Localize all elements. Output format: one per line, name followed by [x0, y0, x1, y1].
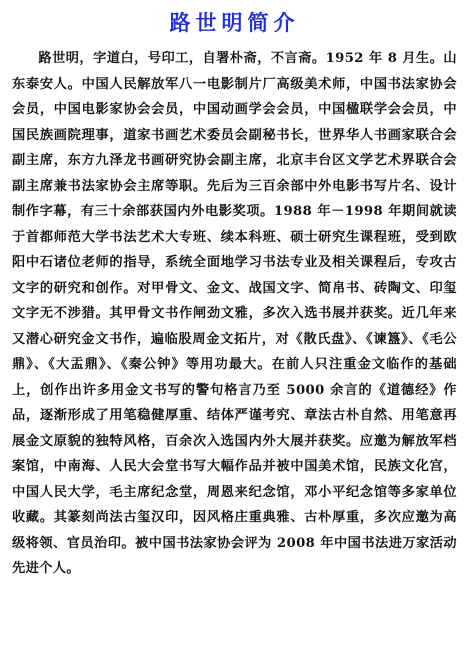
page-title: 路世明简介 [169, 10, 300, 35]
biography-paragraph: 路世明，字道白，号印工，自署朴斋，不言斋。1952 年 8 月生。山东泰安人。中国人民解放军八一电影制片厂高级美术师，中国书法家协会会员，中国电影家协会会员，中国动画学会会员，中国楹联学会会员，中国民族画院理事，道家书画艺术委员会副秘书长，世界华人书画家联合会副主席，东方九泽龙书画研究协会副主席，北京丰台区文学艺术界联合会副主席兼书法家协会主席等职。先后为三百余部中外电影书写片名、设计制作字幕，有三十余部获国内外电影奖项。1988 年－1998 年期间就读于首都师范大学书法艺术大专班、续本科班、硕士研究生课程班，受到欧阳中石诸位老师的指导，系统全面地学习书法专业及相关课程后，专攻古文字的研究和创作。对甲骨文、金文、战国文字、简帛书、砖陶文、印玺文字无不涉猎。其甲骨文书作闸劲文雅，多次入选书展并获奖。近几年来又潜心研究金文书作，遍临股周金文拓片，对《散氏盘》、《谏簋》、《毛公鼎》、《大盂鼎》、《秦公钟》等用功最大。在前人只注重金文临作的基础上，创作出许多用金文书写的警句格言乃至 5000 余言的《道德经》作品，逐渐形成了用笔稳健厚重、结体严谨考究、章法古朴自然、用笔意再展金文原貌的独特风格，百余次入选国内外大展并获奖。应邀为解放军档案馆，中南海、人民大会堂书写大幅作品并被中国美术馆，民族文化宫，中国人民大学，毛主席纪念堂，周恩来纪念馆，邓小平纪念馆等多家单位收藏。其篆刻尚法古玺汉印，因风格庄重典雅、古朴厚重，多次应邀为高级将领、官员治印。被中国书法家协会评为 2008 年中国书法进万家活动先进个人。 [12, 51, 457, 576]
